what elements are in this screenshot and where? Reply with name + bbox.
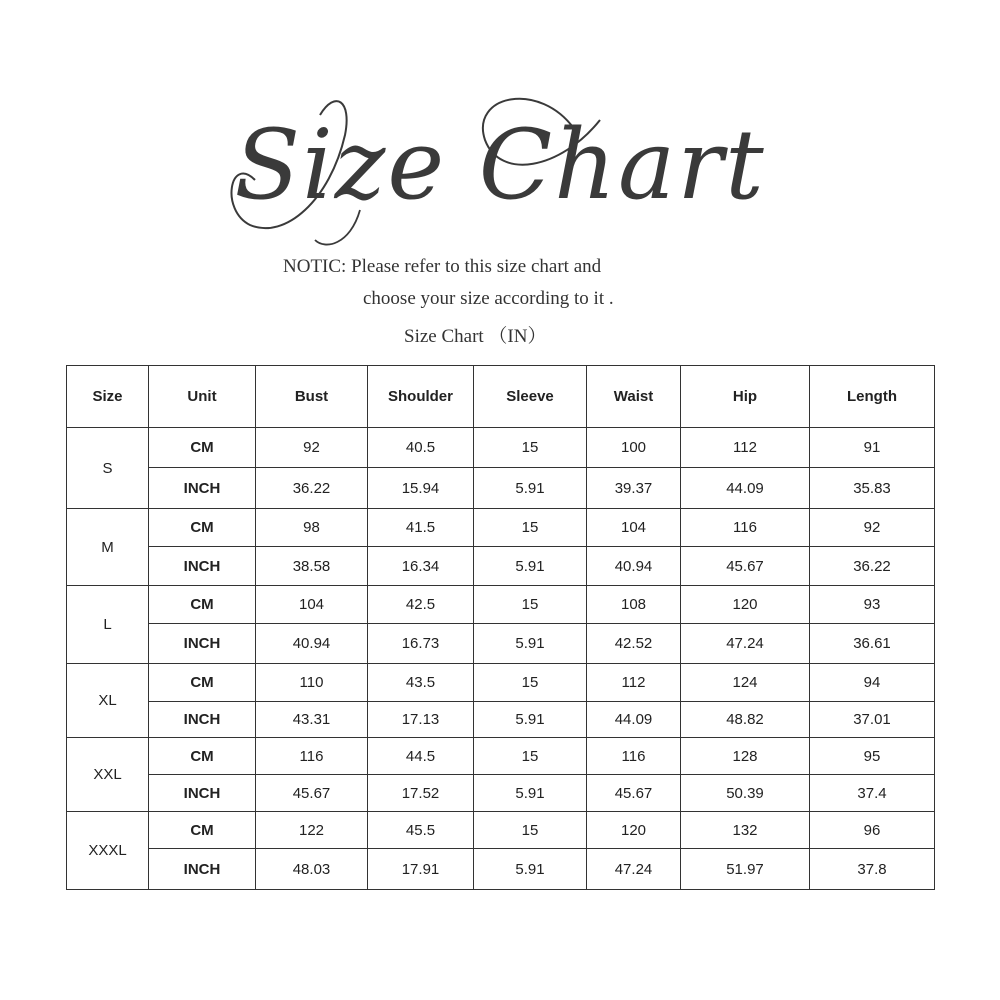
unit-cell: INCH xyxy=(149,468,256,509)
table-row xyxy=(67,547,935,586)
sleeve-cell: 5.91 xyxy=(474,468,587,509)
hip-cell: 120 xyxy=(681,586,810,624)
table-row xyxy=(67,428,935,468)
sleeve-cell: 15 xyxy=(474,738,587,775)
header-waist: Waist xyxy=(587,366,681,428)
shoulder-cell: 17.91 xyxy=(368,849,474,890)
unit-cell: INCH xyxy=(149,624,256,664)
header-length: Length xyxy=(810,366,935,428)
shoulder-cell: 41.5 xyxy=(368,509,474,547)
bust-cell: 122 xyxy=(256,812,368,849)
length-cell: 91 xyxy=(810,428,935,468)
length-cell: 96 xyxy=(810,812,935,849)
sleeve-cell: 15 xyxy=(474,428,587,468)
table-row xyxy=(67,624,935,664)
table-row xyxy=(67,702,935,738)
unit-cell: CM xyxy=(149,812,256,849)
waist-cell: 112 xyxy=(587,664,681,702)
table-row xyxy=(67,775,935,812)
hip-cell: 116 xyxy=(681,509,810,547)
size-label: XL xyxy=(67,664,149,738)
table-caption: Size Chart （IN） xyxy=(404,326,547,347)
sleeve-cell: 15 xyxy=(474,664,587,702)
bust-cell: 116 xyxy=(256,738,368,775)
hip-cell: 51.97 xyxy=(681,849,810,890)
waist-cell: 104 xyxy=(587,509,681,547)
title-text: Size Chart xyxy=(234,109,766,221)
sleeve-cell: 5.91 xyxy=(474,624,587,664)
table-row xyxy=(67,586,935,624)
table-row xyxy=(67,738,935,775)
hip-cell: 44.09 xyxy=(681,468,810,509)
header-sleeve: Sleeve xyxy=(474,366,587,428)
waist-cell: 42.52 xyxy=(587,624,681,664)
table-row xyxy=(67,509,935,547)
waist-cell: 108 xyxy=(587,586,681,624)
hip-cell: 128 xyxy=(681,738,810,775)
bust-cell: 40.94 xyxy=(256,624,368,664)
size-label: L xyxy=(67,586,149,664)
length-cell: 95 xyxy=(810,738,935,775)
table-row xyxy=(67,812,935,849)
table-body xyxy=(67,428,935,890)
hip-cell: 124 xyxy=(681,664,810,702)
shoulder-cell: 45.5 xyxy=(368,812,474,849)
length-cell: 92 xyxy=(810,509,935,547)
table-row xyxy=(67,468,935,509)
waist-cell: 116 xyxy=(587,738,681,775)
notice-line-2: choose your size according to it . xyxy=(363,288,614,309)
length-cell: 93 xyxy=(810,586,935,624)
size-table xyxy=(66,365,935,890)
table-row xyxy=(67,849,935,890)
hip-cell: 48.82 xyxy=(681,702,810,738)
shoulder-cell: 17.52 xyxy=(368,775,474,812)
shoulder-cell: 44.5 xyxy=(368,738,474,775)
bust-cell: 92 xyxy=(256,428,368,468)
hip-cell: 50.39 xyxy=(681,775,810,812)
unit-cell: CM xyxy=(149,586,256,624)
unit-cell: INCH xyxy=(149,775,256,812)
size-label: XXXL xyxy=(67,812,149,890)
hip-cell: 47.24 xyxy=(681,624,810,664)
sleeve-cell: 5.91 xyxy=(474,702,587,738)
notice-line-1: NOTIC: Please refer to this size chart and xyxy=(283,256,602,277)
length-cell: 36.22 xyxy=(810,547,935,586)
bust-cell: 45.67 xyxy=(256,775,368,812)
bust-cell: 48.03 xyxy=(256,849,368,890)
size-label: XXL xyxy=(67,738,149,812)
header-bust: Bust xyxy=(256,366,368,428)
length-cell: 35.83 xyxy=(810,468,935,509)
bust-cell: 36.22 xyxy=(256,468,368,509)
shoulder-cell: 16.34 xyxy=(368,547,474,586)
length-cell: 37.8 xyxy=(810,849,935,890)
sleeve-cell: 15 xyxy=(474,586,587,624)
sleeve-cell: 15 xyxy=(474,509,587,547)
header-hip: Hip xyxy=(681,366,810,428)
bust-cell: 98 xyxy=(256,509,368,547)
size-label: M xyxy=(67,509,149,586)
shoulder-cell: 42.5 xyxy=(368,586,474,624)
unit-cell: INCH xyxy=(149,702,256,738)
table-row xyxy=(67,664,935,702)
waist-cell: 39.37 xyxy=(587,468,681,509)
bust-cell: 104 xyxy=(256,586,368,624)
unit-cell: CM xyxy=(149,509,256,547)
sleeve-cell: 5.91 xyxy=(474,775,587,812)
waist-cell: 44.09 xyxy=(587,702,681,738)
waist-cell: 120 xyxy=(587,812,681,849)
header-unit: Unit xyxy=(149,366,256,428)
sleeve-cell: 5.91 xyxy=(474,547,587,586)
waist-cell: 100 xyxy=(587,428,681,468)
length-cell: 36.61 xyxy=(810,624,935,664)
sleeve-cell: 5.91 xyxy=(474,849,587,890)
header-shoulder: Shoulder xyxy=(368,366,474,428)
hip-cell: 132 xyxy=(681,812,810,849)
bust-cell: 43.31 xyxy=(256,702,368,738)
unit-cell: INCH xyxy=(149,849,256,890)
size-label: S xyxy=(67,428,149,509)
header-row xyxy=(67,366,935,428)
bust-cell: 38.58 xyxy=(256,547,368,586)
unit-cell: INCH xyxy=(149,547,256,586)
sleeve-cell: 15 xyxy=(474,812,587,849)
bust-cell: 110 xyxy=(256,664,368,702)
length-cell: 94 xyxy=(810,664,935,702)
unit-cell: CM xyxy=(149,664,256,702)
shoulder-cell: 15.94 xyxy=(368,468,474,509)
shoulder-cell: 43.5 xyxy=(368,664,474,702)
shoulder-cell: 40.5 xyxy=(368,428,474,468)
shoulder-cell: 16.73 xyxy=(368,624,474,664)
waist-cell: 40.94 xyxy=(587,547,681,586)
length-cell: 37.01 xyxy=(810,702,935,738)
length-cell: 37.4 xyxy=(810,775,935,812)
unit-cell: CM xyxy=(149,428,256,468)
shoulder-cell: 17.13 xyxy=(368,702,474,738)
waist-cell: 45.67 xyxy=(587,775,681,812)
page-title xyxy=(0,60,1000,260)
hip-cell: 45.67 xyxy=(681,547,810,586)
title-svg xyxy=(0,60,1000,260)
hip-cell: 112 xyxy=(681,428,810,468)
header-size: Size xyxy=(67,366,149,428)
waist-cell: 47.24 xyxy=(587,849,681,890)
unit-cell: CM xyxy=(149,738,256,775)
